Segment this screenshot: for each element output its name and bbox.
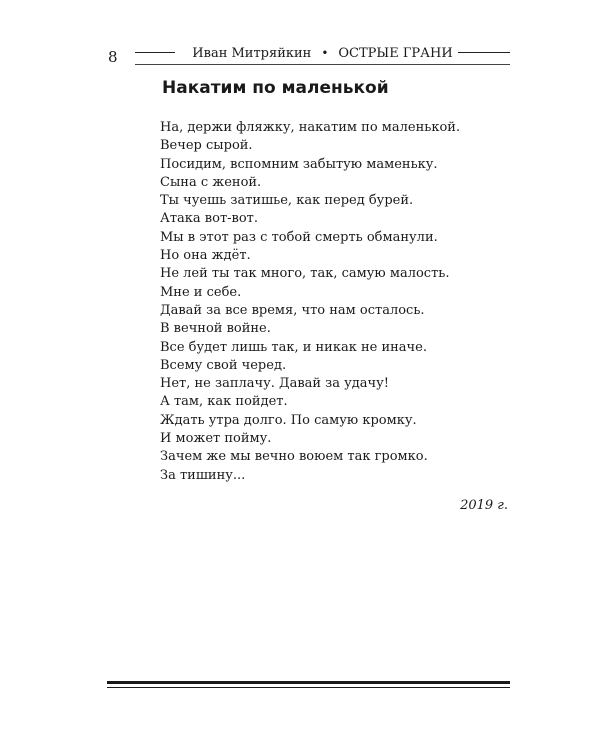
poem-line: Но она ждёт. xyxy=(160,248,251,264)
bullet-separator: • xyxy=(321,46,329,60)
footer-rule-thin xyxy=(107,687,510,688)
header-rule xyxy=(135,64,510,65)
poem-title: Накатим по маленькой xyxy=(162,78,389,98)
poem-line: А там, как пойдет. xyxy=(160,394,288,410)
poem-line: На, держи фляжку, накатим по маленькой. xyxy=(160,120,461,135)
poem-line: Атака вот-вот. xyxy=(160,211,258,227)
poem-line: Нет, не заплачу. Давай за удачу! xyxy=(160,376,390,392)
poem-line: Мы в этот раз с тобой смерть обманули. xyxy=(160,229,438,245)
poem-line: Мне и себе. xyxy=(160,284,242,300)
poem-line: Ты чуешь затишье, как перед бурей. xyxy=(160,193,414,209)
header-rule-right xyxy=(458,52,510,53)
poem-line: Вечер сырой. xyxy=(160,138,253,154)
poem-line: Давай за все время, что нам осталось. xyxy=(160,302,425,318)
poem-line: Зачем же мы вечно воюем так громко. xyxy=(160,449,428,465)
poem-line: Посидим, вспомним забытую маменьку. xyxy=(160,156,438,172)
poem-line: За тишину... xyxy=(160,467,246,483)
book-title: ОСТРЫЕ ГРАНИ xyxy=(338,45,453,61)
running-head xyxy=(135,42,510,64)
poem-line: Сына с женой. xyxy=(160,174,262,190)
poem-line: Не лей ты так много, так, самую малость. xyxy=(160,266,450,282)
footer-rule-thick xyxy=(107,681,510,684)
poem-line: В вечной войне. xyxy=(160,321,271,337)
poem-line: Всему свой черед. xyxy=(160,357,287,373)
poem-body xyxy=(160,119,520,485)
poem-line: Все будет лишь так, и никак не иначе. xyxy=(160,339,427,355)
poem-line: Ждать утра долго. По самую кромку. xyxy=(160,412,417,428)
page-number: 8 xyxy=(108,48,118,66)
author-name: Иван Митряйкин xyxy=(192,45,312,61)
poem-year: 2019 г. xyxy=(460,498,508,513)
poem-line: И может пойму. xyxy=(160,431,272,447)
